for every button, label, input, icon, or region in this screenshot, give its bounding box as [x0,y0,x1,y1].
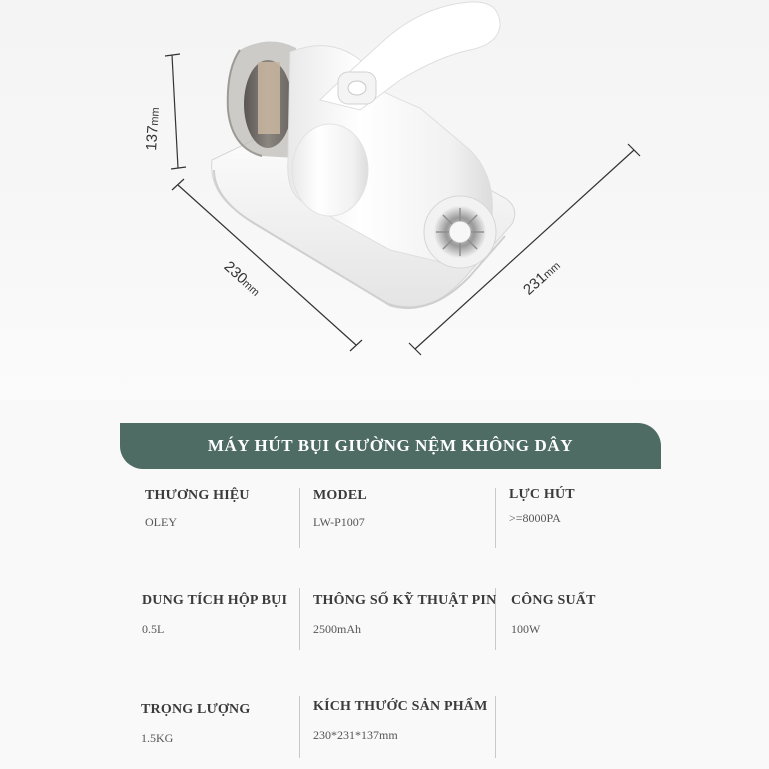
column-divider [495,488,496,548]
spec-label: LỰC HÚT [509,487,575,502]
spec-dimensions [313,699,488,743]
spec-weight [141,702,250,746]
spec-value: 1.5KG [141,731,174,745]
spec-value: 230*231*137mm [313,728,398,742]
spec-label: THÔNG SỐ KỸ THUẬT PIN [313,593,497,608]
spec-value: 100W [511,622,541,636]
spec-value: OLEY [145,515,177,529]
spec-value: 2500mAh [313,622,361,636]
spec-battery [313,593,496,637]
spec-value: LW-P1007 [313,515,365,529]
width-dimension-label: 231mm [520,259,563,299]
spec-label: THƯƠNG HIỆU [145,488,250,503]
spec-label: DUNG TÍCH HỘP BỤI [142,593,288,608]
spec-value: >=8000PA [509,511,561,525]
length-dimension-label: 230mm [220,258,262,299]
column-divider [495,696,496,758]
spec-label: TRỌNG LƯỢNG [141,702,251,717]
spec-label: MODEL [313,488,367,503]
product-title-banner [120,423,661,469]
spec-label: CÔNG SUẤT [511,593,596,608]
spec-power [511,593,596,637]
spec-brand [145,488,250,530]
product-title: MÁY HÚT BỤI GIƯỜNG NỆM KHÔNG DÂY [207,436,574,455]
spec-label: KÍCH THƯỚC SẢN PHẨM [313,699,488,714]
spec-suction [509,487,575,526]
column-divider [299,488,300,548]
column-divider [299,588,300,650]
spec-model [313,488,367,530]
spec-value: 0.5L [142,622,165,636]
column-divider [299,696,300,758]
spec-dust-capacity [142,593,287,637]
height-dimension-label: 137mm [143,107,162,152]
